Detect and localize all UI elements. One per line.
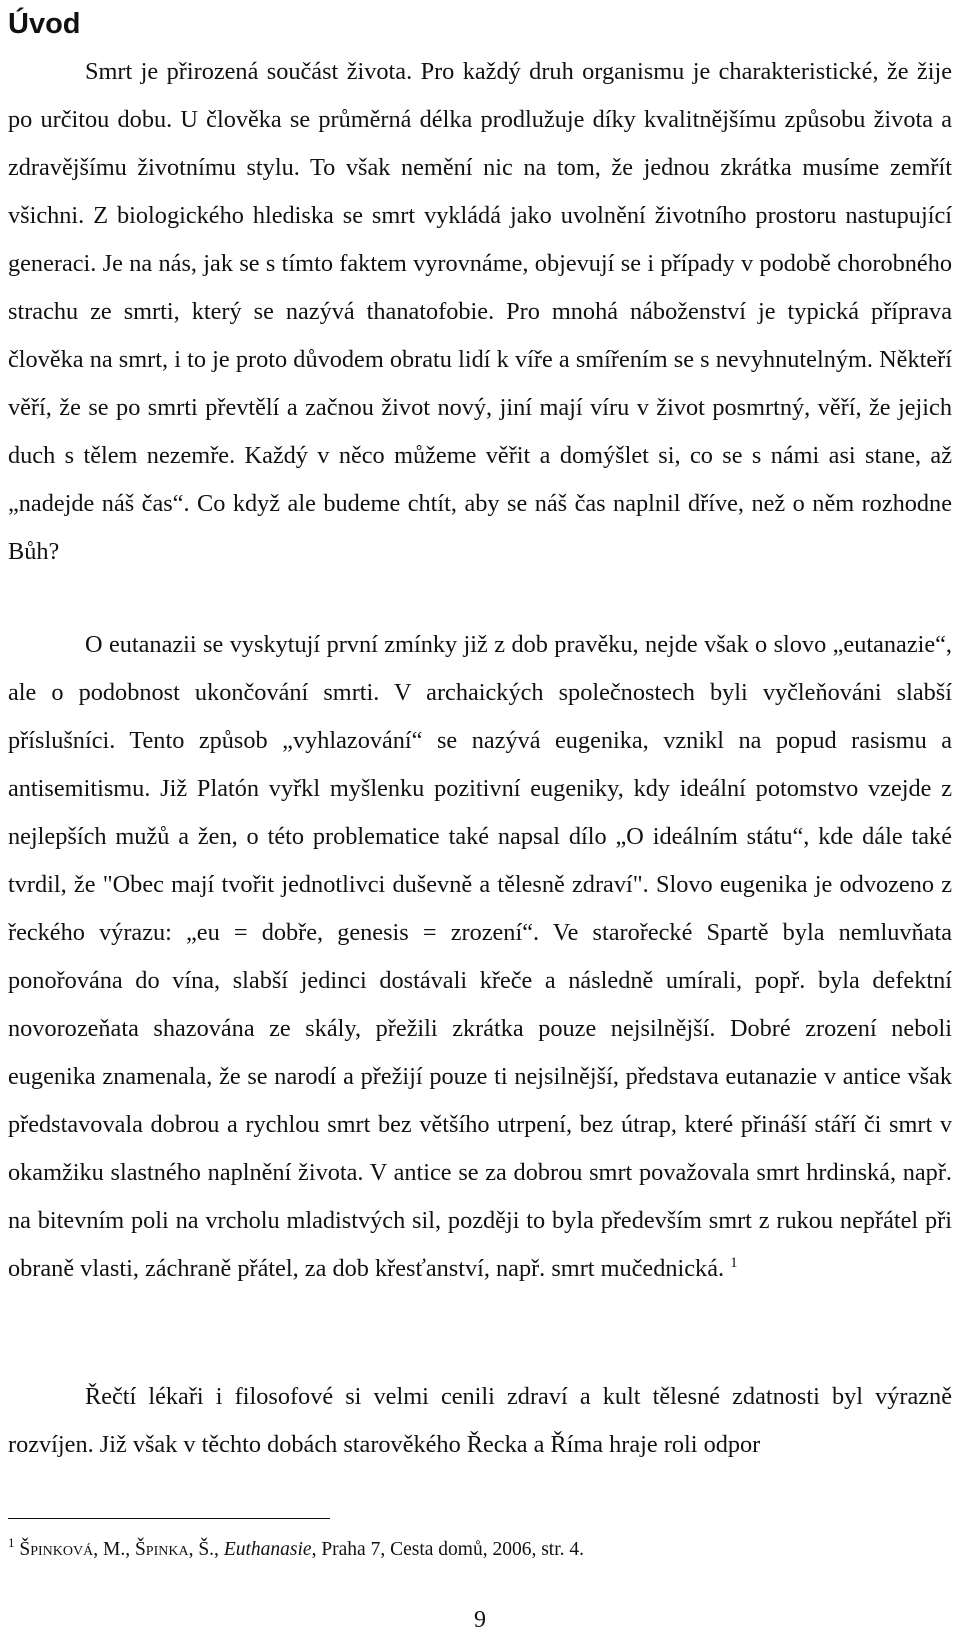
footnote-publication: , Praha 7, Cesta domů, 2006, str. 4. xyxy=(311,1539,585,1560)
footnote-separator-text-1: , M., xyxy=(93,1539,135,1560)
footnote-reference[interactable]: 1 xyxy=(730,1255,738,1271)
paragraph-eugenics-text: O eutanazii se vyskytují první zmínky již z dob pravěku, nejde však o slovo „eutanazie“, ale o podobnost ukončování smrti. V archaických společnostech byli vyčleňováni slabší příslušníci. Tento způsob „vyhlazování“ se nazývá eugenika, vznikl na popud rasismu a antisemitismu. Již Platón vyřkl myšlenku pozitivní eugeniky, kdy ideální potomstvo vzejde z nejlepších mužů a žen, o této problematice také napsal dílo „O ideálním státu“, kde dále také tvrdil, že "Obec mají tvořit jednotlivci duševně a tělesně zdraví". Slovo eugenika je odvozeno z řeckého výrazu: „eu = dobře, genesis = zrození“. Ve starořecké Spartě byla nemluvňata ponořována do vína, slabší jedinci dostávali křeče a následně umírali, popř. byla defektní novorozeňata shazována ze skály, přežili zkrátka pouze nejsilnější. Dobré zrození neboli eugenika znamenala, že se narodí a přežijí pouze ti nejsilnější, představa eutanazie v antice však představovala dobrou a rychlou smrt bez většího utrpení, bez útrap, které přináší stáří či smrt v okamžiku slastného naplnění života. V antice se za dobrou smrt považovala smrt hrdinská, např. na bitevním poli na vrcholu mladistvých sil, později to byla především smrt z rukou nepřátel při obraně vlasti, záchraně přátel, za dob křesťanství, např. smrt mučednická. xyxy=(8,631,952,1282)
footnote xyxy=(8,1536,584,1564)
section-heading: Úvod xyxy=(8,8,81,40)
footnote-separator xyxy=(8,1518,330,1519)
paragraph-intro: Smrt je přirozená součást života. Pro každý druh organismu je charakteristické, že žije po určitou dobu. U člověka se průměrná délka prodlužuje díky kvalitnějšímu způsobu života a zdravějšímu životnímu stylu. To však nemění nic na tom, že jednou zkrátka musíme zemřít všichni. Z biologického hlediska se smrt vykládá jako uvolnění životního prostoru nastupující generaci. Je na nás, jak se s tímto faktem vyrovnáme, objevují se i případy v podobě chorobného strachu ze smrti, který se nazývá thanatofobie. Pro mnohá náboženství je typická příprava člověka na smrt, i to je proto důvodem obratu lidí k víře a smířením se s nevyhnutelným. Někteří věří, že se po smrti převtělí a začnou život nový, jiní mají víru v život posmrtný, věří, že jejich duch s tělem nezemře. Každý v něco můžeme věřit a domýšlet si, co se s námi asi stane, až „nadejde náš čas“. Co když ale budeme chtít, aby se náš čas naplnil dříve, než o něm rozhodne Bůh? xyxy=(8,58,952,565)
footnote-author-2: Špinka xyxy=(134,1539,189,1560)
footnote-number: 1 xyxy=(8,1535,15,1550)
footnote-author-1: Špinková xyxy=(19,1539,94,1560)
footnote-title: Euthanasie xyxy=(223,1539,312,1560)
paragraph-eugenics xyxy=(8,621,952,1293)
footnote-separator-text-2: , Š., xyxy=(188,1539,224,1560)
paragraph-greek-physicians: Řečtí lékaři i filosofové si velmi cenili zdraví a kult tělesné zdatnosti byl výrazně rozvíjen. Již však v těchto dobách starověkého Řecka a Říma hraje roli odpor xyxy=(8,1383,952,1458)
page-number: 9 xyxy=(474,1607,486,1633)
